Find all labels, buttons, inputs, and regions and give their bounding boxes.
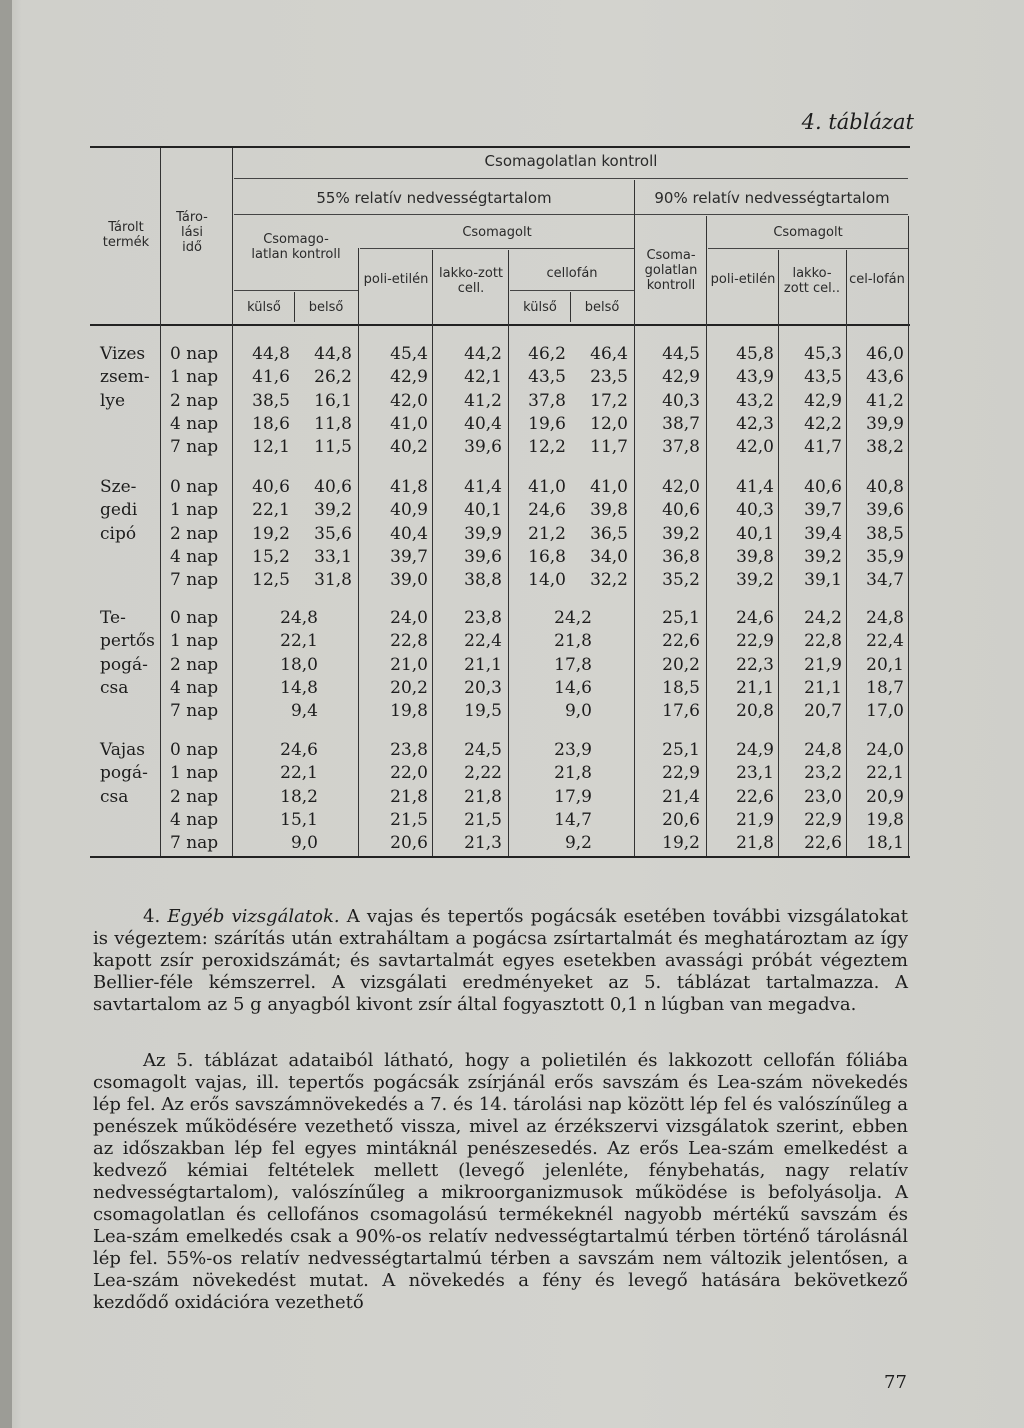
- table-cell: 19,2: [252, 523, 290, 544]
- vline-outer-inner: [294, 292, 295, 322]
- product-name-line: Vizes: [100, 344, 146, 364]
- table-cell: 21,5: [464, 809, 502, 830]
- table-cell: 41,7: [804, 437, 842, 458]
- table-cell: 24,6: [528, 500, 566, 521]
- table-cell: 11,7: [590, 437, 628, 458]
- table-cell: 44,5: [662, 344, 700, 364]
- table-cell: 42,3: [736, 413, 774, 434]
- table-cell: 38,2: [866, 437, 904, 458]
- table-cell: 40,3: [662, 390, 700, 411]
- storage-day: 1 nap: [170, 367, 219, 388]
- vline-rh: [634, 180, 635, 856]
- header-polyethylene-90: poli-etilén: [710, 272, 776, 287]
- product-name-line: pogá-: [100, 654, 148, 675]
- table-cell: 39,0: [390, 570, 428, 591]
- section-number: 4.: [143, 906, 161, 927]
- storage-day: 2 nap: [170, 786, 219, 807]
- table-cell: 14,0: [528, 570, 566, 591]
- product-name-line: csa: [100, 786, 129, 807]
- table-cell: 41,0: [590, 477, 628, 497]
- table-cell: 42,9: [662, 367, 700, 388]
- rule-under-cellophane: [510, 290, 634, 291]
- table-cell: 14,8: [280, 677, 318, 698]
- table-cell: 22,6: [736, 786, 774, 807]
- table-cell: 19,8: [390, 701, 428, 722]
- table-cell: 11,5: [314, 437, 352, 458]
- table-cell: 14,6: [554, 677, 592, 698]
- table-cell: 20,3: [464, 677, 502, 698]
- table-cell: 40,4: [464, 413, 502, 434]
- table-cell: 41,2: [866, 390, 904, 411]
- table-cell: 18,5: [662, 677, 700, 698]
- table-cell: 36,8: [662, 546, 700, 567]
- table-cell: 43,5: [804, 367, 842, 388]
- table-cell: 22,6: [804, 833, 842, 854]
- header-unpacked-control: Csomago-latlan kontroll: [251, 232, 341, 262]
- table-top-rule: [90, 146, 910, 148]
- table-cell: 18,6: [252, 413, 290, 434]
- rule-under-packed-55: [360, 248, 634, 249]
- table-cell: 17,2: [590, 390, 628, 411]
- table-cell: 35,2: [662, 570, 700, 591]
- storage-day: 4 nap: [170, 809, 219, 830]
- table-cell: 44,2: [464, 344, 502, 364]
- table-cell: 40,6: [662, 500, 700, 521]
- table-cell: 46,2: [528, 344, 566, 364]
- table-cell: 23,9: [554, 740, 592, 760]
- table-cell: 39,8: [590, 500, 628, 521]
- table-cell: 21,1: [736, 677, 774, 698]
- table-cell: 19,6: [528, 413, 566, 434]
- table-cell: 39,6: [866, 500, 904, 521]
- table-cell: 43,9: [736, 367, 774, 388]
- table-cell: 20,7: [804, 701, 842, 722]
- table-cell: 42,9: [804, 390, 842, 411]
- section-title: Egyéb vizsgálatok.: [167, 906, 340, 927]
- table-cell: 39,2: [804, 546, 842, 567]
- table-cell: 35,9: [866, 546, 904, 567]
- table-cell: 22,8: [804, 631, 842, 652]
- table-cell: 15,2: [252, 546, 290, 567]
- table-cell: 22,4: [464, 631, 502, 652]
- header-inner: belső: [308, 300, 344, 315]
- table-cell: 42,1: [464, 367, 502, 388]
- table-cell: 24,9: [736, 740, 774, 760]
- storage-day: 1 nap: [170, 631, 219, 652]
- product-name-line: Sze-: [100, 477, 137, 497]
- table-cell: 19,5: [464, 701, 502, 722]
- table-cell: 20,9: [866, 786, 904, 807]
- table-cell: 39,2: [736, 570, 774, 591]
- table-cell: 40,9: [390, 500, 428, 521]
- table-cell: 16,8: [528, 546, 566, 567]
- table-cell: 37,8: [662, 437, 700, 458]
- table-cell: 22,1: [280, 631, 318, 652]
- table-cell: 15,1: [280, 809, 318, 830]
- table-cell: 24,2: [804, 608, 842, 628]
- table-cell: 40,1: [464, 500, 502, 521]
- storage-day: 0 nap: [170, 344, 219, 364]
- rule-under-packed-90: [708, 248, 908, 249]
- vline-product: [160, 148, 161, 856]
- table-cell: 24,5: [464, 740, 502, 760]
- table-cell: 16,1: [314, 390, 352, 411]
- table-cell: 24,8: [866, 608, 904, 628]
- product-name-line: gedi: [100, 500, 138, 521]
- table-cell: 42,2: [804, 413, 842, 434]
- header-cellophane: cellofán: [546, 266, 598, 281]
- table-cell: 38,7: [662, 413, 700, 434]
- table-cell: 41,0: [528, 477, 566, 497]
- table-cell: 39,8: [736, 546, 774, 567]
- paragraph-1-body: A vajas és tepertős pogácsák esetében további vizsgálatokat is végeztem: szárítás után extraháltam a pogácsa zsírtartalmát és meghatároztam az így kapott zsír peroxidszámát; és savtartalmát egyes esetekben avassági próbát végeztem Bellier-féle kémszerrel. A vizsgálati eredményeket az 5. táblázat tartalmazza. A savtartalom az 5 g anyagból kivont zsír által fogyasztott 0,1 n lúgban van megadva.: [93, 906, 908, 1015]
- table-cell: 35,6: [314, 523, 352, 544]
- table-cell: 12,5: [252, 570, 290, 591]
- table-cell: 21,8: [554, 763, 592, 784]
- header-packed: Csomagolt: [462, 225, 532, 240]
- paragraph-results: [93, 1050, 908, 1314]
- page-edge-shadow: [0, 0, 12, 1428]
- table-cell: 14,7: [554, 809, 592, 830]
- table-cell: 43,2: [736, 390, 774, 411]
- table-cell: 18,0: [280, 654, 318, 675]
- table-cell: 21,2: [528, 523, 566, 544]
- table-cell: 42,0: [390, 390, 428, 411]
- table-cell: 22,1: [252, 500, 290, 521]
- table-cell: 45,3: [804, 344, 842, 364]
- table-cell: 39,6: [464, 546, 502, 567]
- product-name-line: cipó: [100, 523, 137, 544]
- table-cell: 25,1: [662, 608, 700, 628]
- storage-day: 7 nap: [170, 437, 219, 458]
- table-cell: 43,5: [528, 367, 566, 388]
- table-cell: 31,8: [314, 570, 352, 591]
- storage-day: 0 nap: [170, 740, 219, 760]
- table-cell: 22,1: [866, 763, 904, 784]
- table-cell: 20,1: [866, 654, 904, 675]
- storage-day: 4 nap: [170, 413, 219, 434]
- product-name-line: Te-: [100, 608, 126, 628]
- product-name-line: Vajas: [100, 740, 145, 760]
- storage-day: 4 nap: [170, 677, 219, 698]
- vline-lacq: [508, 250, 509, 856]
- storage-day: 7 nap: [170, 701, 219, 722]
- product-name-line: zsem-: [100, 367, 150, 388]
- table-cell: 18,1: [866, 833, 904, 854]
- header-bottom-rule: [90, 324, 910, 326]
- table-cell: 21,8: [390, 786, 428, 807]
- table-cell: 24,6: [280, 740, 318, 760]
- table-cell: 43,6: [866, 367, 904, 388]
- storage-day: 2 nap: [170, 654, 219, 675]
- table-cell: 24,8: [280, 608, 318, 628]
- table-cell: 21,8: [464, 786, 502, 807]
- table-cell: 39,1: [804, 570, 842, 591]
- table-bottom-rule: [90, 856, 910, 858]
- table-cell: 45,8: [736, 344, 774, 364]
- table-cell: 34,0: [590, 546, 628, 567]
- table-cell: 24,0: [866, 740, 904, 760]
- storage-day: 2 nap: [170, 523, 219, 544]
- table-cell: 39,4: [804, 523, 842, 544]
- table-label: 4. táblázat: [801, 110, 914, 134]
- table-cell: 41,0: [390, 413, 428, 434]
- table-cell: 18,7: [866, 677, 904, 698]
- table-cell: 41,4: [464, 477, 502, 497]
- table-cell: 39,9: [464, 523, 502, 544]
- table-cell: 21,4: [662, 786, 700, 807]
- table-cell: 12,0: [590, 413, 628, 434]
- table-cell: 37,8: [528, 390, 566, 411]
- table-cell: 21,9: [736, 809, 774, 830]
- table-cell: 32,2: [590, 570, 628, 591]
- table-cell: 39,6: [464, 437, 502, 458]
- table-cell: 22,4: [866, 631, 904, 652]
- paragraph-2-body: Az 5. táblázat adataiból látható, hogy a polietilén és lakkozott cellofán fóliába csomagolt vajas, ill. tepertős pogácsák zsírjánál erős savszám és Lea-szám növekedés lép fel. Az erős savszámnövekedés a 7. és 14. tárolási nap között lép fel és valószínűleg a penészek működésére vezethető vissza, mivel az érzékszervi vizsgálatok szerint, ebben az időszakban lép fel egyes mintáknál penészesedés. Az erős Lea-szám emelkedést a kedvező kémiai feltételek mellett (levegő jelenléte, fénybehatás, nagy relatív nedvességtartalom), valószínűleg a mikroorganizmusok működése is befolyásolja. A csomagolatlan és cellofános csomagolású termékeknél nagyobb mértékű savszám és Lea-szám emelkedés csak a 90%-os relatív nedvességtartalmú térben történő tárolásnál lép fel. 55%-os relatív nedvességtartalmú térben a savszám nem változik jelentősen, a Lea-szám növekedést mutat. A növekedés a fény és levegő hatására bekövetkező kezdődő oxidációra vezethető: [93, 1050, 908, 1313]
- storage-day: 1 nap: [170, 763, 219, 784]
- product-name-line: lye: [100, 390, 126, 411]
- table-cell: 40,1: [736, 523, 774, 544]
- table-cell: 20,6: [390, 833, 428, 854]
- table-cell: 21,8: [736, 833, 774, 854]
- table-cell: 22,3: [736, 654, 774, 675]
- table-cell: 20,6: [662, 809, 700, 830]
- table-cell: 20,2: [390, 677, 428, 698]
- table-cell: 46,0: [866, 344, 904, 364]
- table-cell: 23,8: [390, 740, 428, 760]
- table-cell: 9,0: [290, 833, 318, 854]
- vline-unpacked: [358, 248, 359, 856]
- table-cell: 40,8: [866, 477, 904, 497]
- header-unpacked-control-90: Csoma-golatlan kontroll: [644, 248, 698, 293]
- table-cell: 20,8: [736, 701, 774, 722]
- rule-under-top-header: [234, 178, 908, 179]
- table-cell: 24,8: [804, 740, 842, 760]
- table-cell: 9,4: [290, 701, 318, 722]
- table-cell: 12,1: [252, 437, 290, 458]
- table-cell: 21,1: [804, 677, 842, 698]
- vline-poly90: [778, 250, 779, 856]
- table-cell: 25,1: [662, 740, 700, 760]
- table-cell: 39,7: [390, 546, 428, 567]
- table-cell: 42,9: [390, 367, 428, 388]
- table-cell: 24,6: [736, 608, 774, 628]
- table-cell: 41,8: [390, 477, 428, 497]
- table-cell: 45,4: [390, 344, 428, 364]
- table-cell: 17,0: [866, 701, 904, 722]
- table-cell: 11,8: [314, 413, 352, 434]
- table-cell: 46,4: [590, 344, 628, 364]
- table-cell: 21,3: [464, 833, 502, 854]
- product-name-line: csa: [100, 677, 129, 698]
- table-cell: 23,8: [464, 608, 502, 628]
- table-cell: 39,2: [662, 523, 700, 544]
- table-cell: 41,4: [736, 477, 774, 497]
- table-cell: 44,8: [314, 344, 352, 364]
- table-cell: 42,0: [662, 477, 700, 497]
- table-cell: 22,9: [804, 809, 842, 830]
- table-cell: 23,0: [804, 786, 842, 807]
- table-cell: 19,8: [866, 809, 904, 830]
- table-cell: 22,9: [662, 763, 700, 784]
- table-cell: 22,8: [390, 631, 428, 652]
- table-cell: 21,1: [464, 654, 502, 675]
- table-cell: 21,0: [390, 654, 428, 675]
- table-cell: 40,3: [736, 500, 774, 521]
- table-cell: 22,1: [280, 763, 318, 784]
- table-cell: 36,5: [590, 523, 628, 544]
- table-cell: 38,5: [866, 523, 904, 544]
- table-cell: 26,2: [314, 367, 352, 388]
- header-lacquered-cell: lakko-zott cell.: [438, 266, 504, 296]
- storage-day: 0 nap: [170, 477, 219, 497]
- table-cell: 22,0: [390, 763, 428, 784]
- rule-under-rh-headers: [234, 214, 908, 215]
- table-cell: 21,5: [390, 809, 428, 830]
- table-cell: 38,8: [464, 570, 502, 591]
- table-cell: 39,7: [804, 500, 842, 521]
- vline-unpacked90: [706, 216, 707, 856]
- table-cell: 44,8: [252, 344, 290, 364]
- header-outer: külső: [247, 300, 281, 315]
- table-cell: 39,2: [314, 500, 352, 521]
- header-lacquered-90: lakko-zott cel..: [783, 266, 841, 296]
- table-cell: 40,4: [390, 523, 428, 544]
- header-cello-inner: belső: [584, 300, 620, 315]
- table-cell: 40,6: [252, 477, 290, 497]
- table-cell: 41,6: [252, 367, 290, 388]
- storage-day: 0 nap: [170, 608, 219, 628]
- table-cell: 40,2: [390, 437, 428, 458]
- table-cell: 23,5: [590, 367, 628, 388]
- table-cell: 42,0: [736, 437, 774, 458]
- product-name-line: pertős: [100, 631, 155, 652]
- header-packed-90: Csomagolt: [773, 225, 843, 240]
- paragraph-other-tests: [93, 906, 908, 1016]
- table-cell: 23,2: [804, 763, 842, 784]
- table-cell: 12,2: [528, 437, 566, 458]
- table-cell: 20,2: [662, 654, 700, 675]
- rule-under-unpacked: [234, 290, 358, 291]
- header-cellophane-90: cel-lofán: [849, 272, 905, 287]
- table-cell: 17,6: [662, 701, 700, 722]
- table-cell: 19,2: [662, 833, 700, 854]
- table-cell: 38,5: [252, 390, 290, 411]
- storage-day: 7 nap: [170, 833, 219, 854]
- header-storage-time: Táro-lási idő: [176, 210, 208, 255]
- header-stored-product: Tárolt termék: [102, 220, 150, 250]
- table-cell: 24,2: [554, 608, 592, 628]
- vline-right: [908, 216, 909, 856]
- header-rh55: 55% relatív nedvességtartalom: [316, 189, 552, 207]
- storage-day: 2 nap: [170, 390, 219, 411]
- table-cell: 24,0: [390, 608, 428, 628]
- table-cell: 2,22: [464, 763, 502, 784]
- vline-lacq90: [846, 250, 847, 856]
- table-cell: 9,2: [564, 833, 592, 854]
- table-cell: 9,0: [564, 701, 592, 722]
- table-cell: 21,8: [554, 631, 592, 652]
- storage-day: 4 nap: [170, 546, 219, 567]
- table-cell: 40,6: [314, 477, 352, 497]
- table-cell: 34,7: [866, 570, 904, 591]
- header-rh90: 90% relatív nedvességtartalom: [654, 189, 890, 207]
- page-number: 77: [884, 1372, 907, 1393]
- table-cell: 33,1: [314, 546, 352, 567]
- header-cello-outer: külső: [523, 300, 557, 315]
- table-cell: 17,8: [554, 654, 592, 675]
- vline-cello-outer-inner: [570, 292, 571, 322]
- vline-poly: [432, 250, 433, 856]
- storage-day: 7 nap: [170, 570, 219, 591]
- vline-time: [232, 148, 233, 856]
- table-cell: 39,9: [866, 413, 904, 434]
- header-polyethylene: poli-etilén: [363, 272, 429, 287]
- product-name-line: pogá-: [100, 763, 148, 784]
- table-cell: 41,2: [464, 390, 502, 411]
- table-cell: 23,1: [736, 763, 774, 784]
- table-cell: 18,2: [280, 786, 318, 807]
- table-cell: 22,6: [662, 631, 700, 652]
- table-cell: 22,9: [736, 631, 774, 652]
- table-cell: 21,9: [804, 654, 842, 675]
- table-cell: 17,9: [554, 786, 592, 807]
- header-unpacked-control-top: Csomagolatlan kontroll: [484, 152, 658, 170]
- storage-day: 1 nap: [170, 500, 219, 521]
- table-cell: 40,6: [804, 477, 842, 497]
